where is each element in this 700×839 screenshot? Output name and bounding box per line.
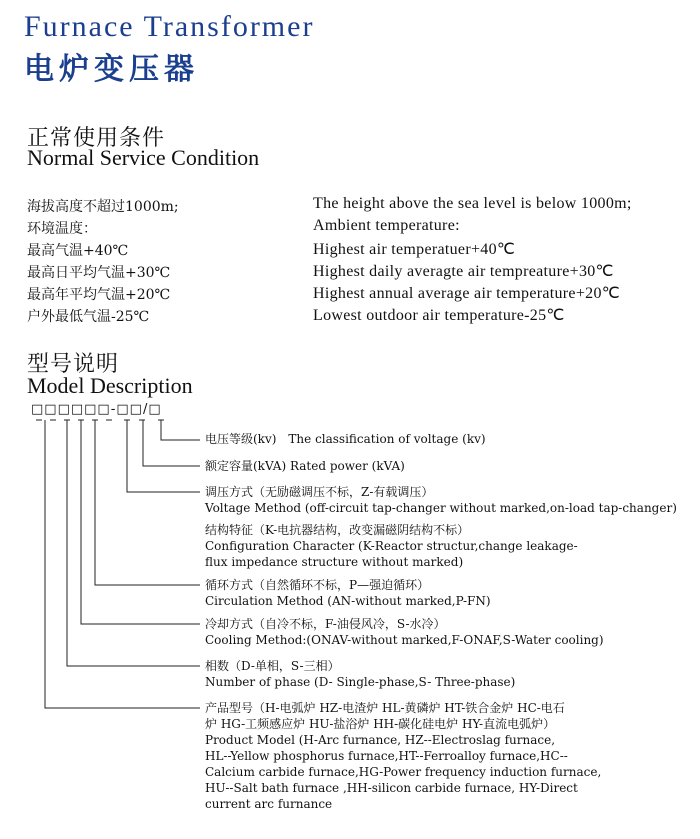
model-title-cn: 型号说明 xyxy=(27,352,120,377)
model-item-rated-power xyxy=(205,458,405,474)
model-item-line: HL--Yellow phosphorus furnace,HT--Ferroalloy furnace,HC-- xyxy=(205,749,568,763)
model-item-line: Circulation Method (AN-without marked,P-FN) xyxy=(205,594,491,608)
model-item-configuration xyxy=(205,522,578,570)
condition-en-lowest: Lowest outdoor air temperature-25℃ xyxy=(313,307,565,324)
model-code-boxes: □□□□□□-□□/□ xyxy=(31,402,162,417)
model-item-line: Cooling Method:(ONAV-without marked,F-ONAF,S-Water cooling) xyxy=(205,633,604,647)
model-item-line: 循环方式（自然循环不标，P—强迫循环） xyxy=(205,578,430,592)
condition-cn-daily: 最高日平均气温+30℃ xyxy=(27,265,171,281)
model-item-line: Product Model (H-Arc furnance, HZ--Electroslag furnace, xyxy=(205,733,556,747)
service-title-cn: 正常使用条件 xyxy=(27,126,166,151)
model-item-voltage-class xyxy=(205,431,486,447)
condition-cn-annual: 最高年平均气温+20℃ xyxy=(27,287,171,303)
service-title-en: Normal Service Condition xyxy=(27,145,260,170)
title-chinese: 电炉变压器 xyxy=(24,52,199,87)
model-item-product-model xyxy=(205,700,601,812)
model-item-line: 炉 HG-工频感应炉 HU-盐浴炉 HH-碳化硅电炉 HY-直流电弧炉） xyxy=(205,717,556,731)
model-item-line: flux impedance structure without marked) xyxy=(205,555,464,569)
condition-en-daily: Highest daily averagte air tempreature+30℃ xyxy=(313,263,614,280)
condition-en-ambient: Ambient temperature: xyxy=(313,217,460,234)
model-item-line: 电压等级(kv) The classification of voltage (kv) xyxy=(205,432,486,446)
model-item-line: 产品型号（H-电弧炉 HZ-电渣炉 HL-黄磷炉 HT-铁合金炉 HC-电石 xyxy=(205,701,565,715)
condition-en-highest: Highest air temperatuer+40℃ xyxy=(313,241,516,258)
model-item-line: 冷却方式（自冷不标，F-油侵风冷，S-水冷） xyxy=(205,617,446,631)
model-item-line: Calcium carbide furnace,HG-Power frequency induction furnace, xyxy=(205,765,602,779)
model-item-voltage-method xyxy=(205,484,677,516)
condition-en-annual: Highest annual average air temperature+20℃ xyxy=(313,285,621,302)
model-title-en: Model Description xyxy=(27,373,193,398)
model-item-line: HU--Salt bath furnace ,HH-silicon carbide furnace, HY-Direct xyxy=(205,781,578,795)
condition-cn-highest: 最高气温+40℃ xyxy=(27,243,129,259)
condition-cn-altitude: 海拔高度不超过1000m; xyxy=(27,199,179,215)
condition-cn-lowest: 户外最低气温-25℃ xyxy=(27,309,150,325)
condition-en-altitude: The height above the sea level is below 1000m; xyxy=(313,195,632,212)
model-item-line: 相数（D-单相，S-三相） xyxy=(205,659,340,673)
model-item-cooling xyxy=(205,616,604,648)
model-item-line: 调压方式（无励磁调压不标，Z-有载调压） xyxy=(205,485,434,499)
model-item-line: Configuration Character (K-Reactor structur,change leakage- xyxy=(205,539,578,553)
model-item-line: Number of phase (D- Single-phase,S- Three-phase) xyxy=(205,675,516,689)
model-item-line: 结构特征（K-电抗器结构，改变漏磁阴结构不标） xyxy=(205,523,470,537)
model-item-line: 额定容量(kVA) Rated power (kVA) xyxy=(205,459,405,473)
model-item-line: current arc furnance xyxy=(205,797,333,811)
title-english: Furnace Transformer xyxy=(24,10,315,43)
model-item-circulation xyxy=(205,577,491,609)
model-item-line: Voltage Method (off-circuit tap-changer without marked,on-load tap-changer) xyxy=(205,501,677,515)
model-item-phase xyxy=(205,658,515,690)
condition-cn-ambient: 环境温度： xyxy=(27,221,97,237)
